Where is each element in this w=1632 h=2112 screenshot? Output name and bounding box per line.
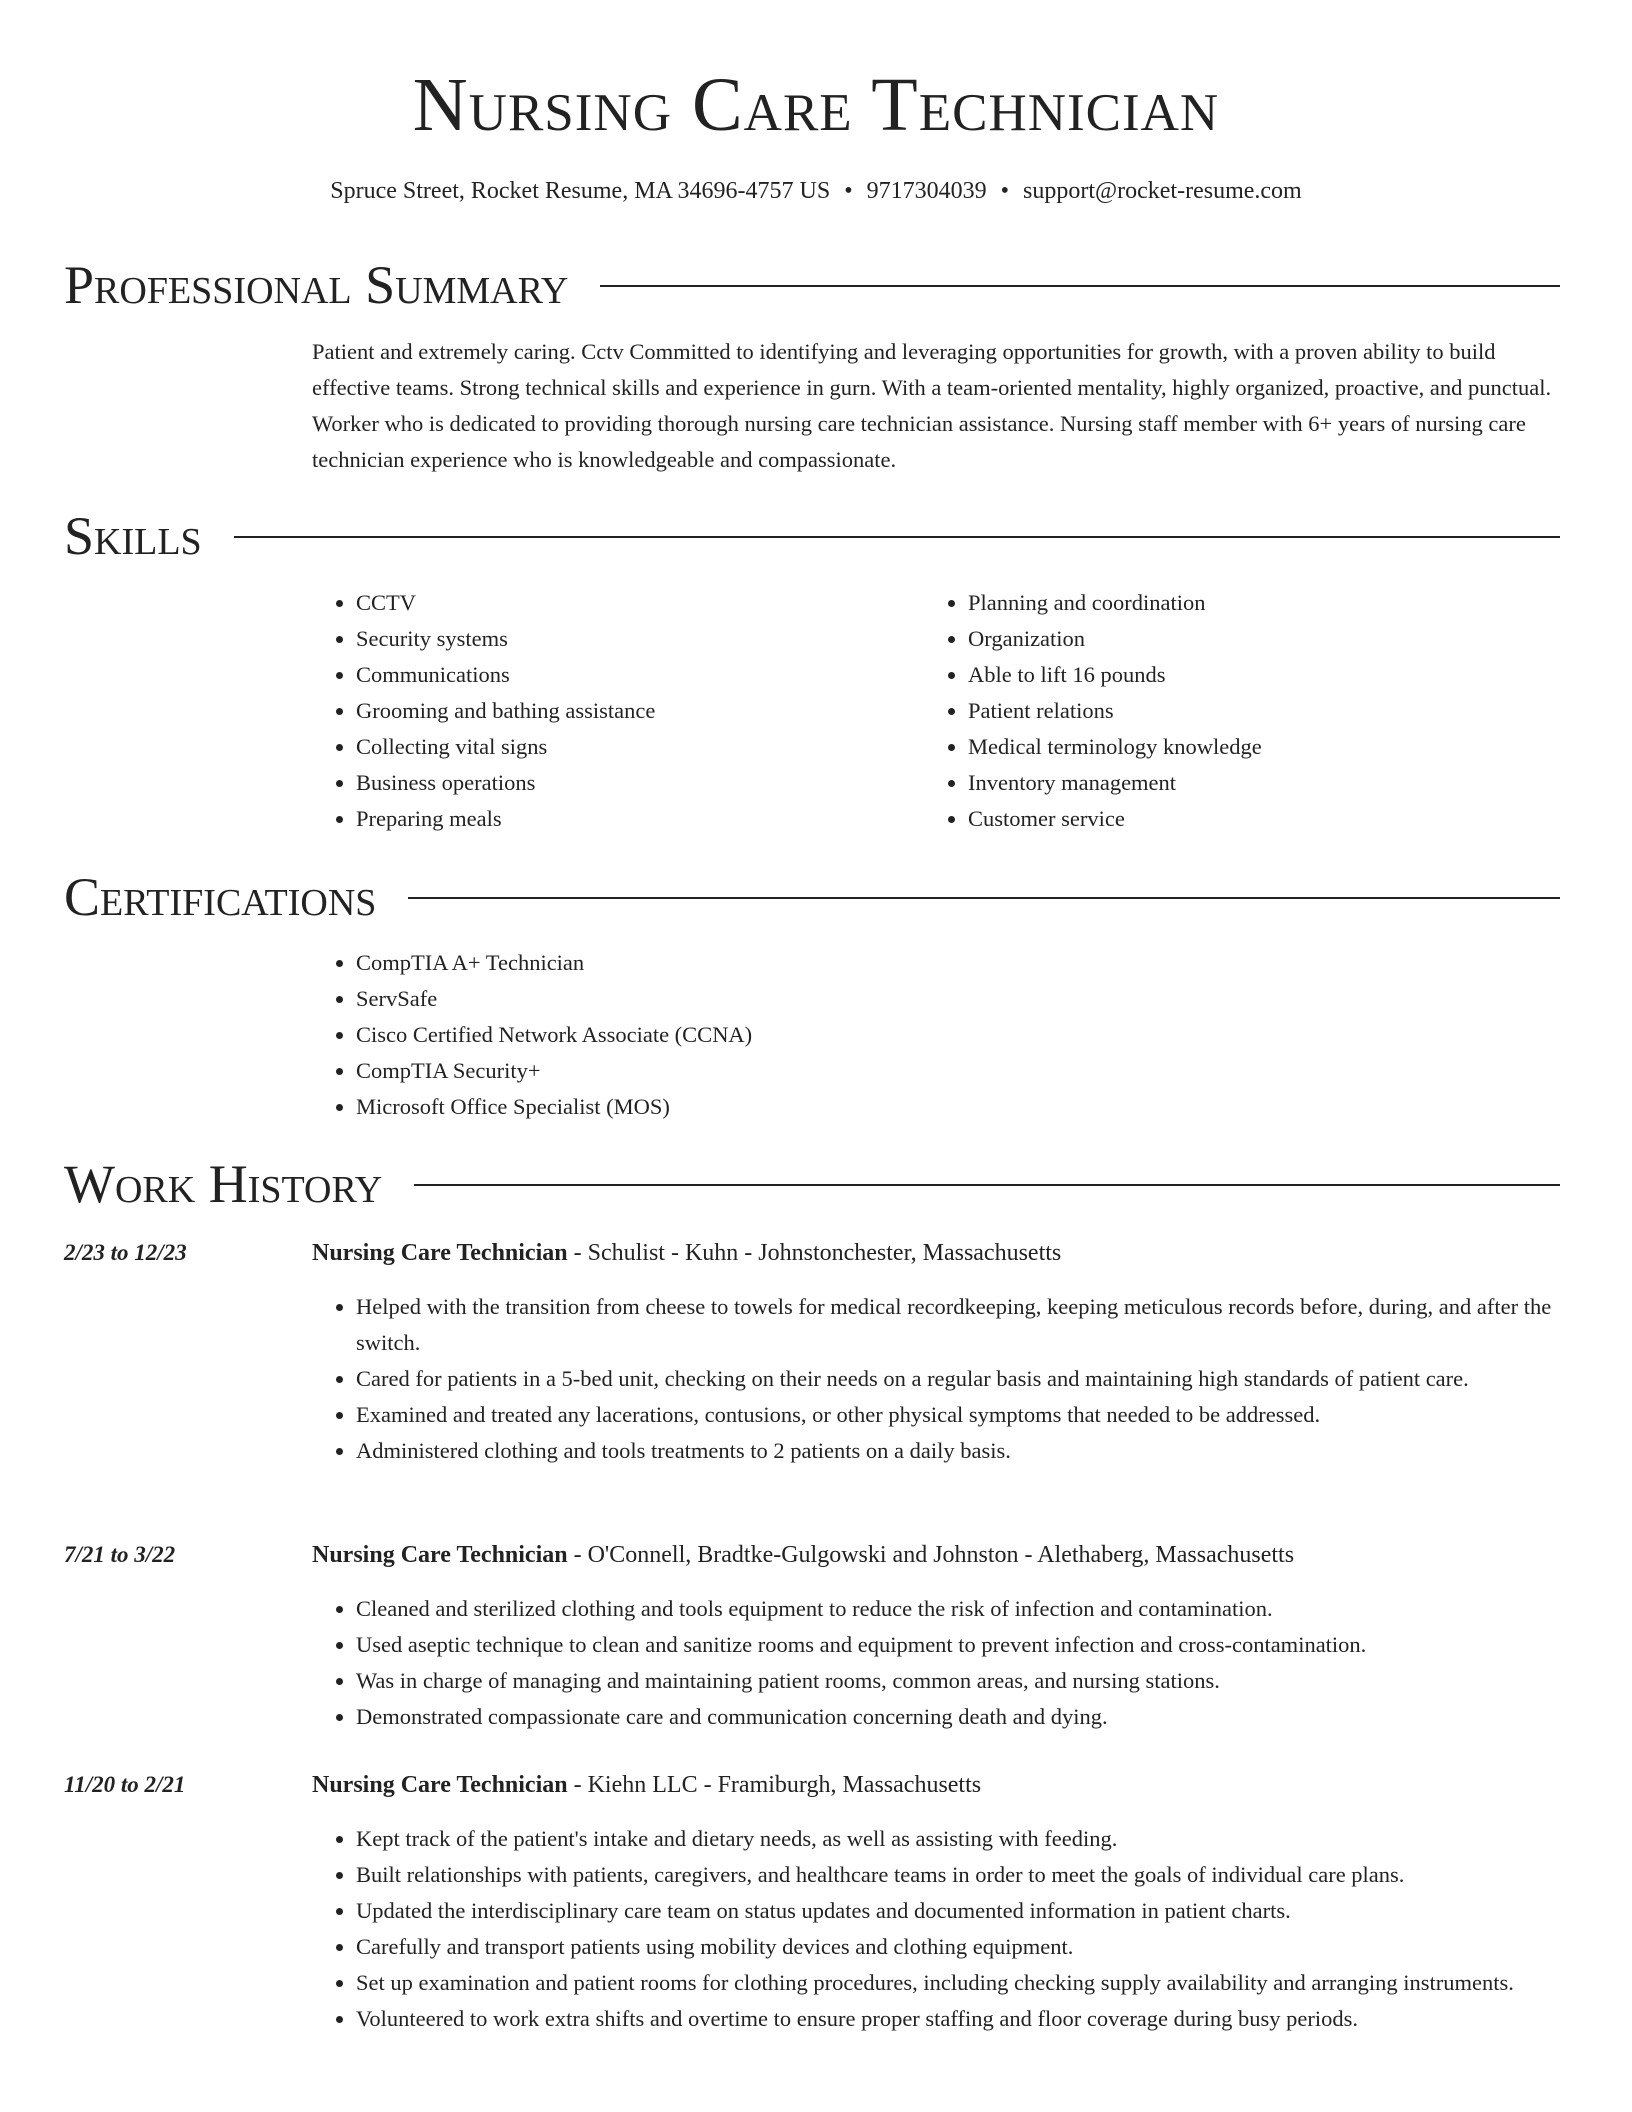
job-title-line [312,1767,1560,1803]
skill-item: • Security systems [356,621,924,657]
certification-item: • Cisco Certified Network Associate (CCNA) [356,1017,1560,1053]
job-date: 2/23 to 12/23 [64,1240,187,1265]
job-bullet: • Cleaned and sterilized clothing and tools equipment to reduce the risk of infection and contamination. [356,1591,1560,1627]
job-bullet: • Examined and treated any lacerations, contusions, or other physical symptoms that needed to be addressed. [356,1397,1560,1433]
job-employer: - Schulist - Kuhn - Johnstonchester, Massachusetts [567,1240,1062,1266]
certification-item: • ServSafe [356,981,1560,1017]
summary-text: Patient and extremely caring. Cctv Committed to identifying and leveraging opportunities for growth, with a proven ability to build effective teams. Strong technical skills and experience in gurn. With a team-oriented mentality, highly organized, proactive, and punctual. Worker who is dedicated to providing thorough nursing care technician assistance. Nursing staff member with 6+ years of nursing care technician experience who is knowledgeable and compassionate. [312,339,1552,472]
section-divider [414,1184,1560,1186]
job-title: Nursing Care Technician [312,1542,568,1568]
job-entry [64,1235,1560,1469]
job-entry [64,1537,1560,1735]
job-bullet: • Used aseptic technique to clean and sanitize rooms and equipment to prevent infection and cross-contamination. [356,1627,1560,1663]
job-date: 7/21 to 3/22 [64,1542,176,1567]
job-entry [64,1767,1560,2037]
job-bullet: • Set up examination and patient rooms for clothing procedures, including checking supply availability and arranging instruments. [356,1965,1560,2001]
certifications-section-header [64,867,1560,927]
contact-line [0,176,1632,206]
job-bullet: • Carefully and transport patients using mobility devices and clothing equipment. [356,1929,1560,1965]
job-bullet: • Updated the interdisciplinary care team on status updates and documented information in patient charts. [356,1893,1560,1929]
certification-item: • Microsoft Office Specialist (MOS) [356,1089,1560,1125]
section-divider [408,897,1560,899]
job-title: Nursing Care Technician [312,1240,568,1266]
skill-item: • Communications [356,657,924,693]
job-title: Nursing Care Technician [312,1772,568,1798]
contact-address: Spruce Street, Rocket Resume, MA 34696-4757 US [330,178,831,204]
skill-item: • Preparing meals [356,801,924,837]
skills-column-right [924,585,1536,837]
job-bullet: • Demonstrated compassionate care and communication concerning death and dying. [356,1699,1560,1735]
job-employer: - O'Connell, Bradtke-Gulgowski and Johnston - Alethaberg, Massachusetts [567,1542,1295,1568]
skill-item: • Planning and coordination [968,585,1536,621]
job-bullet: • Kept track of the patient's intake and dietary needs, as well as assisting with feeding. [356,1821,1560,1857]
job-title-line [312,1235,1560,1271]
skill-item: • Business operations [356,765,924,801]
skill-item: • Able to lift 16 pounds [968,657,1536,693]
job-title-line [312,1537,1560,1573]
certification-item: • CompTIA Security+ [356,1053,1560,1089]
certification-item: • CompTIA A+ Technician [356,945,1560,981]
certifications-list [312,945,1560,1125]
skills-column-left [312,585,924,837]
work-history-heading: Work History [64,1154,383,1214]
summary-section-header [64,255,1560,315]
skills-section-header [64,506,1560,566]
contact-separator: • [1000,178,1010,204]
skill-item: • Medical terminology knowledge [968,729,1536,765]
certifications-heading: Certifications [64,867,377,927]
job-date: 11/20 to 2/21 [64,1772,186,1797]
skill-item: • CCTV [356,585,924,621]
job-bullet: • Volunteered to work extra shifts and overtime to ensure proper staffing and floor coverage during busy periods. [356,2001,1560,2037]
skills-list [312,585,1560,837]
skill-item: • Patient relations [968,693,1536,729]
skill-item: • Inventory management [968,765,1536,801]
section-divider [600,285,1560,287]
work-history-section-header [64,1154,1560,1214]
job-bullet: • Administered clothing and tools treatments to 2 patients on a daily basis. [356,1433,1560,1469]
contact-separator: • [844,178,853,204]
contact-email: support@rocket-resume.com [1023,178,1302,204]
job-bullet: • Helped with the transition from cheese to towels for medical recordkeeping, keeping meticulous records before, during, and after the switch. [356,1289,1560,1361]
skill-item: • Grooming and bathing assistance [356,693,924,729]
resume-name: Nursing Care Technician [412,63,1220,147]
job-employer: - Kiehn LLC - Framiburgh, Massachusetts [567,1772,982,1798]
job-bullet: • Was in charge of managing and maintaining patient rooms, common areas, and nursing stations. [356,1663,1560,1699]
skill-item: • Collecting vital signs [356,729,924,765]
job-bullet: • Built relationships with patients, caregivers, and healthcare teams in order to meet the goals of individual care plans. [356,1857,1560,1893]
section-divider [234,536,1560,538]
skill-item: • Customer service [968,801,1536,837]
skills-heading: Skills [64,506,202,566]
job-bullet: • Cared for patients in a 5-bed unit, checking on their needs on a regular basis and maintaining high standards of patient care. [356,1361,1560,1397]
skill-item: • Organization [968,621,1536,657]
contact-phone: 9717304039 [866,178,987,204]
summary-heading: Professional Summary [64,255,569,315]
